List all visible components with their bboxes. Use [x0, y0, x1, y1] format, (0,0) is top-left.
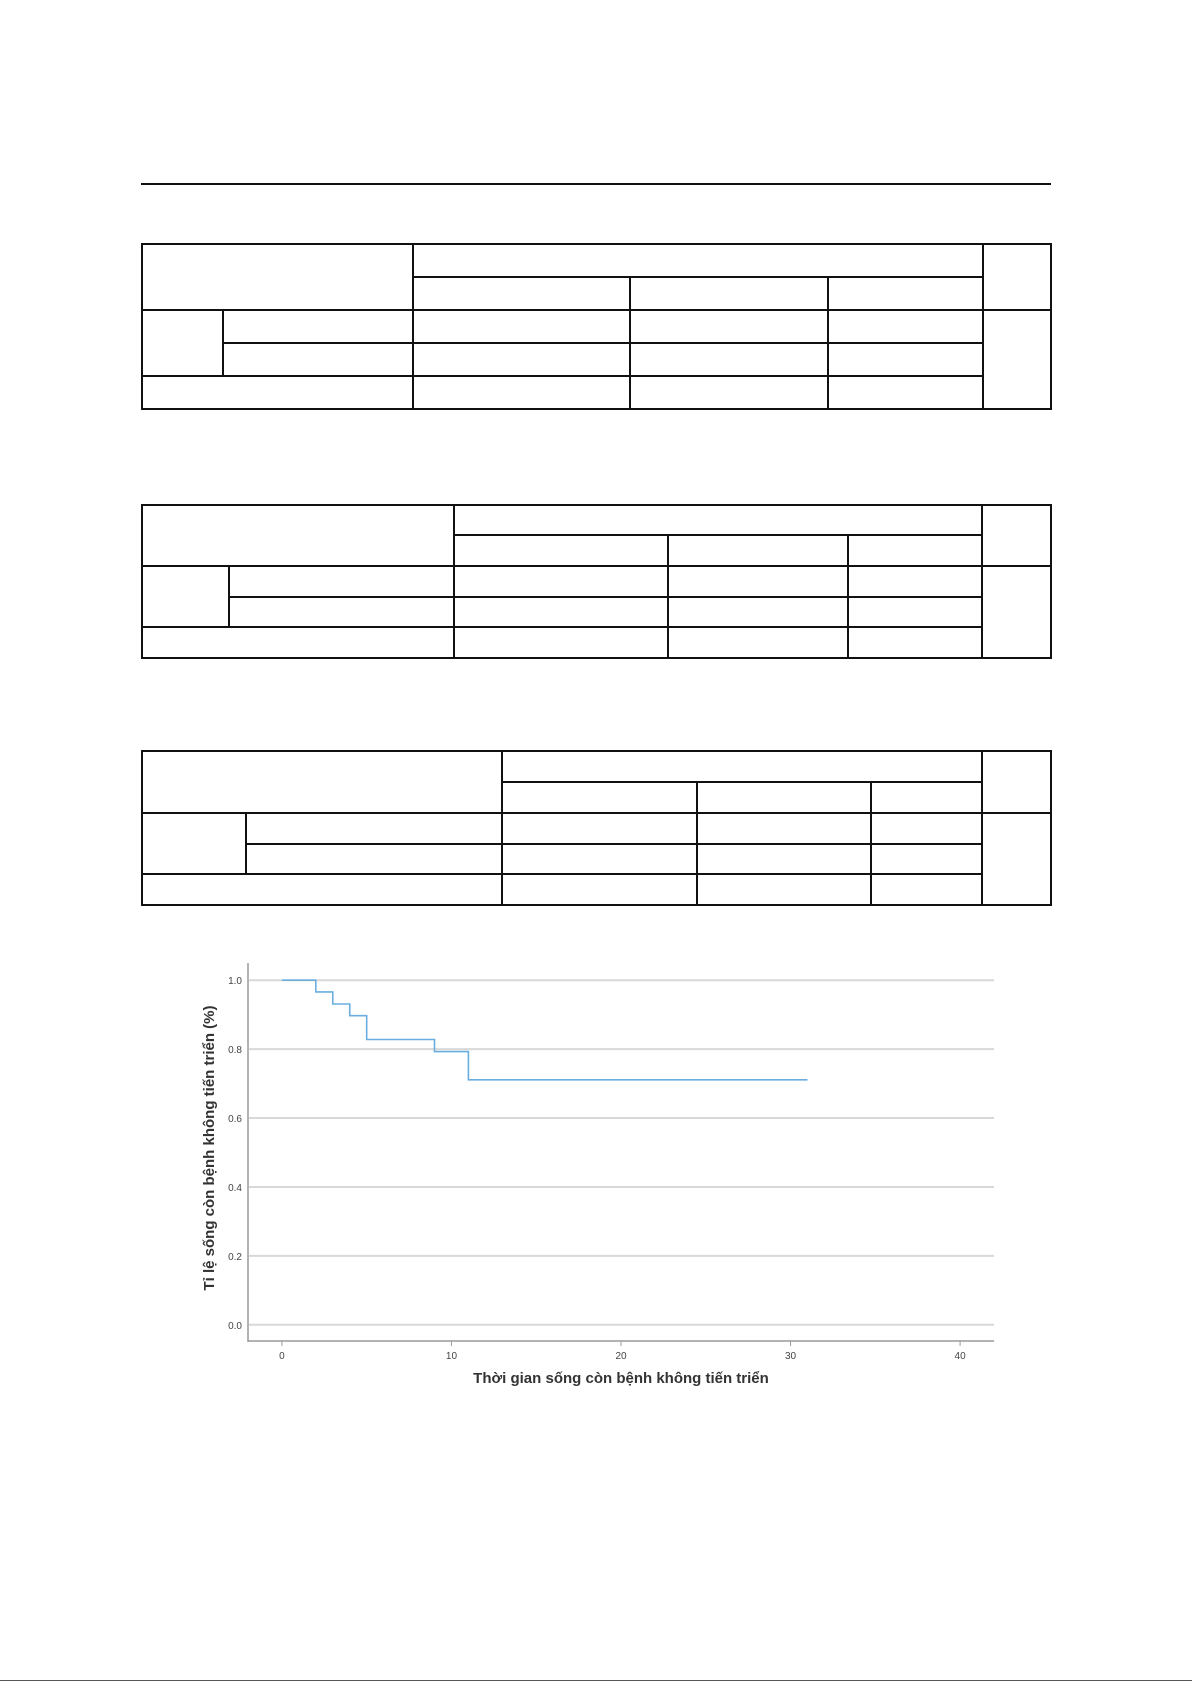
- page-bottom-rule: [0, 1680, 1192, 1681]
- x-tick-label: 30: [784, 1351, 797, 1362]
- y-tick-label: 1.0: [228, 976, 242, 988]
- y-tick-label: 0.6: [228, 1114, 242, 1126]
- y-tick-label: 0.8: [228, 1045, 242, 1057]
- y-axis-label: Tỉ lệ sống còn bệnh không tiến triển (%): [201, 1005, 218, 1291]
- x-tick-label: 20: [615, 1351, 627, 1362]
- x-axis-label: Thời gian sống còn bệnh không tiến triển: [473, 1370, 769, 1387]
- x-tick-label: 0: [279, 1351, 285, 1362]
- x-tick-label: 10: [445, 1351, 458, 1362]
- survival-curve: [282, 980, 808, 1080]
- y-tick-label: 0.0: [228, 1320, 242, 1332]
- x-tick-label: 40: [954, 1351, 966, 1362]
- y-tick-label: 0.4: [228, 1182, 242, 1194]
- y-tick-label: 0.2: [228, 1251, 242, 1263]
